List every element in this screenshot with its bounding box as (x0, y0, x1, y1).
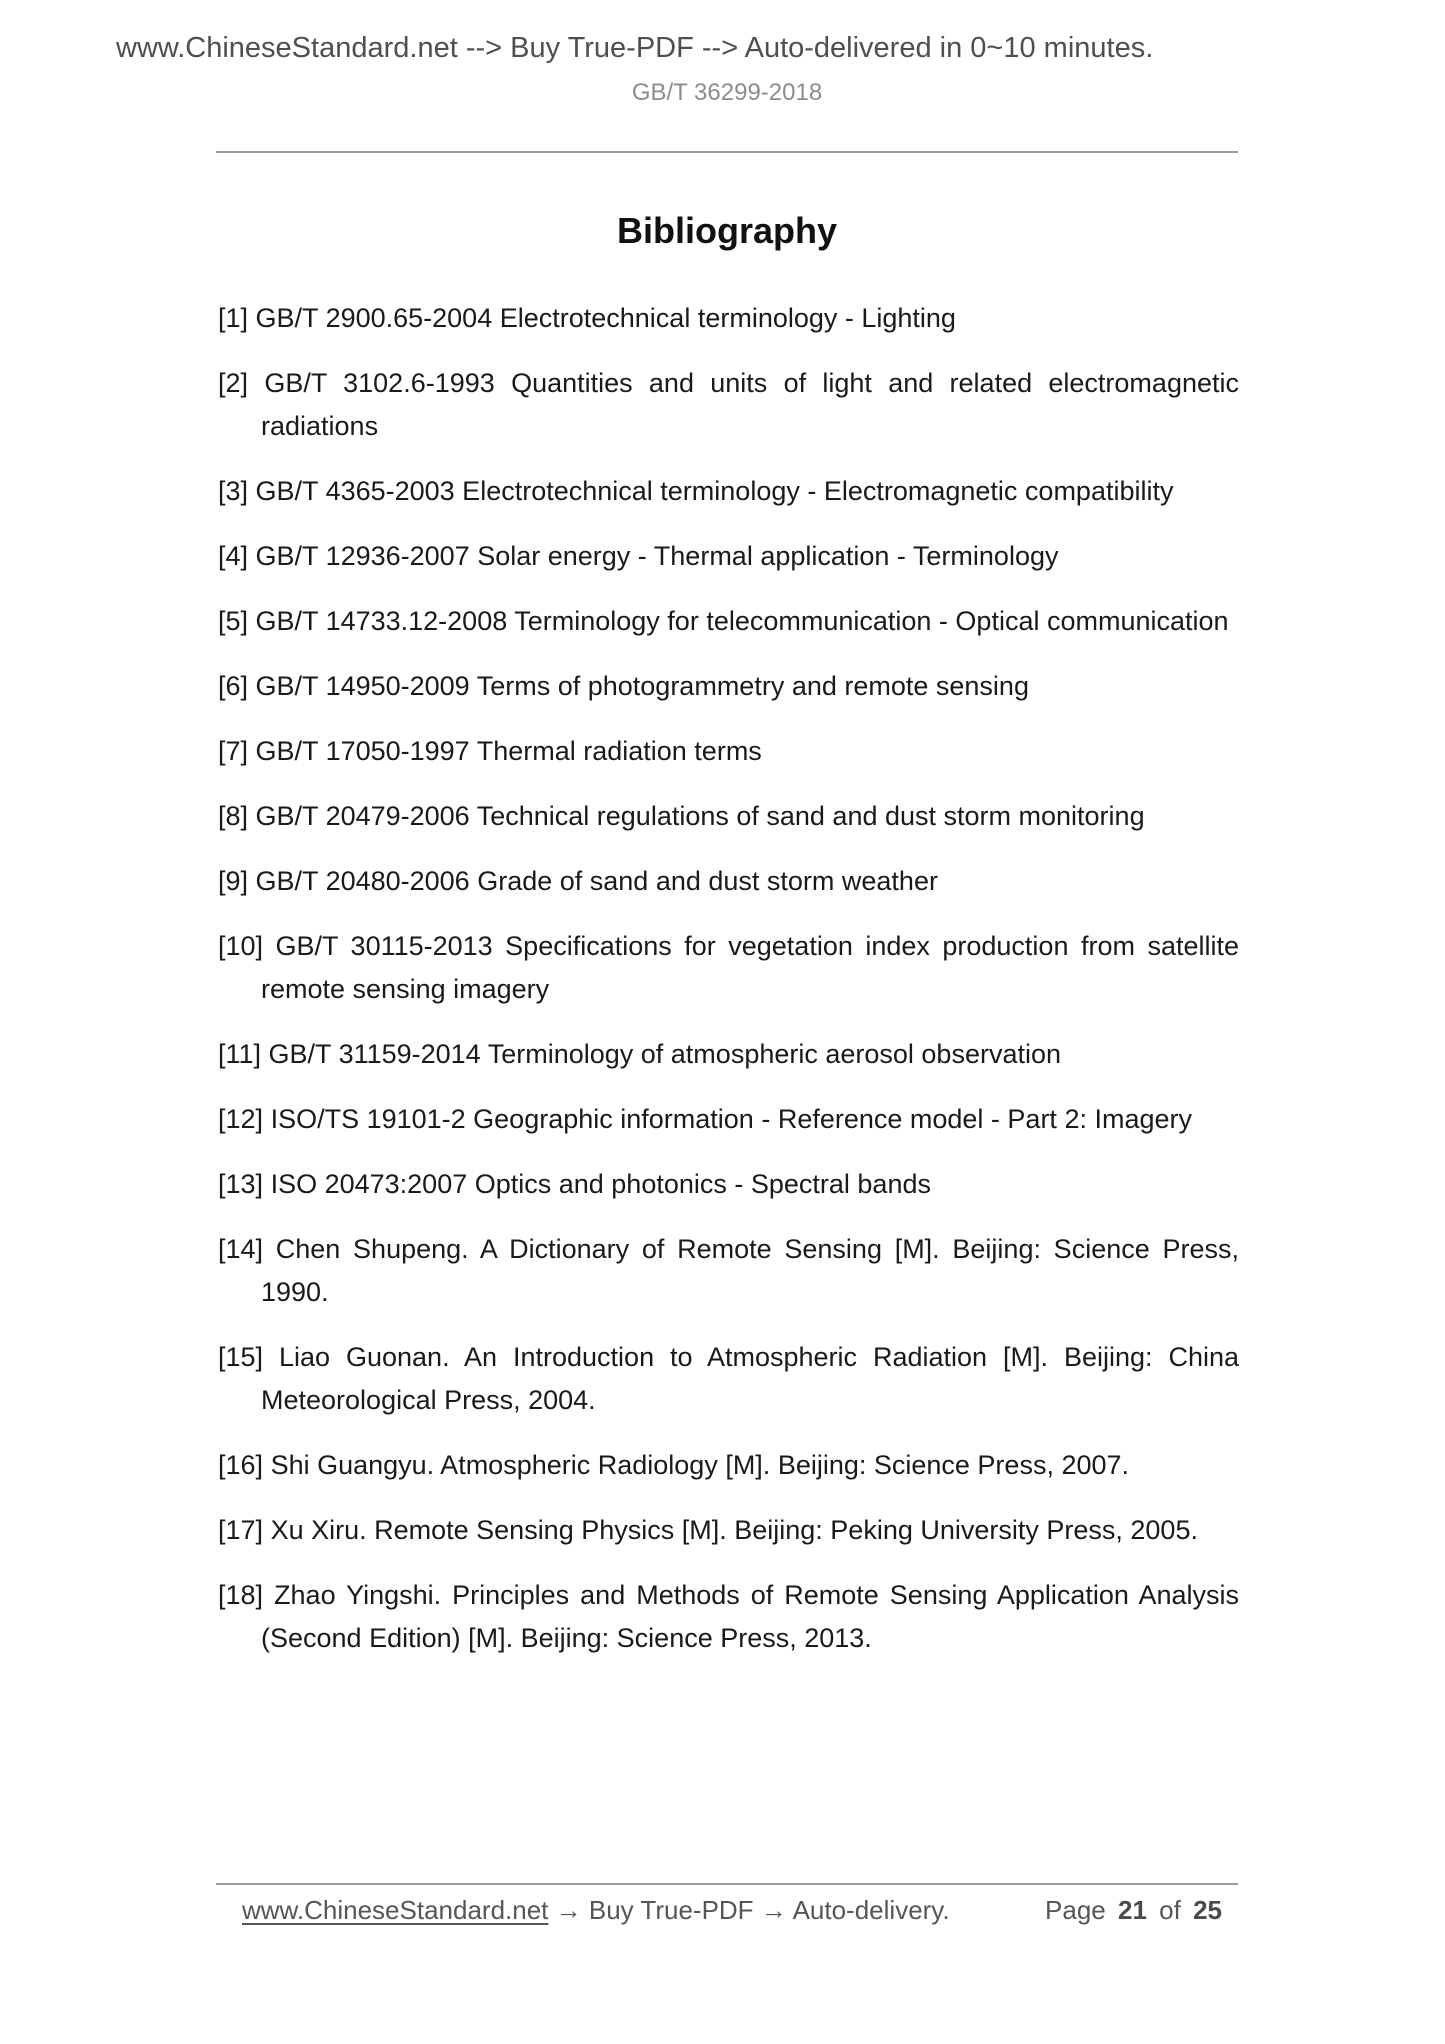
entry-text: GB/T 12936-2007 Solar energy - Thermal application - Terminology (255, 541, 1059, 571)
entry-label: [12] (218, 1104, 264, 1134)
entry-text: Liao Guonan. An Introduction to Atmospheric Radiation [M]. Beijing: China Meteorological Press, 2004. (261, 1342, 1239, 1415)
entry-label: [6] (218, 671, 249, 701)
header-divider (216, 151, 1238, 153)
entry-text: GB/T 30115-2013 Specifications for vegetation index production from satellite remote sensing imagery (261, 931, 1239, 1004)
entry-text: GB/T 14950-2009 Terms of photogrammetry and remote sensing (255, 671, 1029, 701)
entry-label: [8] (218, 801, 249, 831)
standard-number: GB/T 36299-2018 (631, 79, 823, 106)
page-current: 21 (1118, 1895, 1147, 1925)
footer-divider (216, 1883, 1238, 1885)
bibliography-entry (218, 860, 1239, 903)
bibliography-entry (218, 600, 1239, 643)
entry-text: GB/T 3102.6-1993 Quantities and units of light and related electromagnetic radiations (261, 368, 1239, 441)
entry-label: [17] (218, 1515, 264, 1545)
page-word: Page (1045, 1895, 1106, 1925)
purchase-banner: www.ChineseStandard.net --> Buy True-PDF --> Auto-delivered in 0~10 minutes. (116, 32, 1154, 64)
entry-label: [16] (218, 1450, 264, 1480)
bibliography-entry (218, 1033, 1239, 1076)
bibliography-entry (218, 1509, 1239, 1552)
entry-label: [14] (218, 1234, 264, 1264)
page-total: 25 (1193, 1895, 1222, 1925)
bibliography-entry (218, 795, 1239, 838)
bibliography-list (218, 297, 1239, 1682)
page-indicator (1045, 1893, 1238, 1927)
bibliography-entry (218, 362, 1239, 448)
entry-text: ISO 20473:2007 Optics and photonics - Spectral bands (270, 1169, 931, 1199)
entry-text: GB/T 4365-2003 Electrotechnical terminology - Electromagnetic compatibility (255, 476, 1174, 506)
of-word: of (1159, 1895, 1181, 1925)
bibliography-entry (218, 730, 1239, 773)
entry-text: GB/T 2900.65-2004 Electrotechnical terminology - Lighting (255, 303, 956, 333)
footer-site-link[interactable]: www.ChineseStandard.net (242, 1895, 549, 1925)
bibliography-entry (218, 1098, 1239, 1141)
entry-label: [4] (218, 541, 249, 571)
entry-label: [1] (218, 303, 249, 333)
entry-label: [3] (218, 476, 249, 506)
entry-label: [5] (218, 606, 249, 636)
bibliography-entry (218, 535, 1239, 578)
entry-text: GB/T 31159-2014 Terminology of atmospheric aerosol observation (268, 1039, 1061, 1069)
entry-text: GB/T 17050-1997 Thermal radiation terms (255, 736, 762, 766)
entry-text: Chen Shupeng. A Dictionary of Remote Sensing [M]. Beijing: Science Press, 1990. (261, 1234, 1239, 1307)
entry-label: [7] (218, 736, 249, 766)
bibliography-entry (218, 665, 1239, 708)
entry-label: [2] (218, 368, 249, 398)
page-footer (216, 1893, 1238, 1927)
entry-text: Shi Guangyu. Atmospheric Radiology [M]. Beijing: Science Press, 2007. (270, 1450, 1130, 1480)
entry-text: GB/T 14733.12-2008 Terminology for telecommunication - Optical communication (255, 606, 1229, 636)
entry-text: GB/T 20480-2006 Grade of sand and dust storm weather (255, 866, 938, 896)
bibliography-entry (218, 1228, 1239, 1314)
footer-tagline: → Buy True-PDF → Auto-delivery. (548, 1895, 950, 1925)
bibliography-entry (218, 297, 1239, 340)
page-title: Bibliography (616, 210, 837, 251)
footer-left (216, 1893, 950, 1927)
bibliography-entry (218, 470, 1239, 513)
entry-label: [11] (218, 1039, 262, 1069)
entry-label: [18] (218, 1580, 264, 1610)
entry-label: [13] (218, 1169, 264, 1199)
entry-label: [15] (218, 1342, 264, 1372)
bibliography-entry (218, 1336, 1239, 1422)
bibliography-entry (218, 925, 1239, 1011)
bibliography-entry (218, 1574, 1239, 1660)
entry-label: [9] (218, 866, 249, 896)
bibliography-entry (218, 1444, 1239, 1487)
entry-label: [10] (218, 931, 264, 961)
bibliography-entry (218, 1163, 1239, 1206)
entry-text: Zhao Yingshi. Principles and Methods of Remote Sensing Application Analysis (Second Edition) [M]. Beijing: Science Press, 2013. (261, 1580, 1239, 1653)
entry-text: GB/T 20479-2006 Technical regulations of sand and dust storm monitoring (255, 801, 1145, 831)
entry-text: ISO/TS 19101-2 Geographic information - Reference model - Part 2: Imagery (270, 1104, 1192, 1134)
entry-text: Xu Xiru. Remote Sensing Physics [M]. Beijing: Peking University Press, 2005. (270, 1515, 1198, 1545)
